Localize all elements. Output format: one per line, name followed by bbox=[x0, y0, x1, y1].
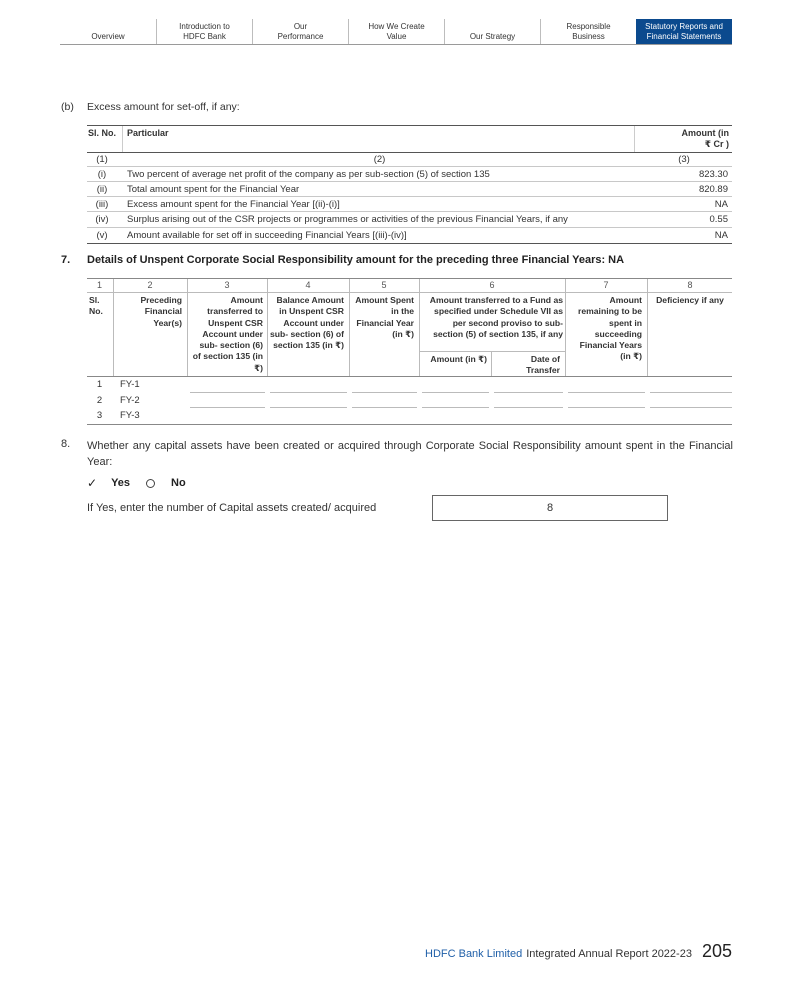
table-b-header-rule bbox=[87, 152, 732, 153]
table-7-fy: FY-1 bbox=[120, 379, 140, 390]
table-7-header-fund-date: Date of Transfer bbox=[526, 354, 560, 376]
nav-tab-statutory-reports[interactable] bbox=[636, 19, 732, 44]
table-b-amount: NA bbox=[714, 199, 728, 210]
nav-tab-label: Introduction to HDFC Bank bbox=[179, 22, 230, 41]
table-7-divider bbox=[187, 279, 188, 376]
table-7-header-fund: Amount transferred to a Fund as specified under Schedule VII as per second proviso to sub- section (5) of section 135, if any bbox=[429, 295, 563, 339]
table-7-sl: 2 bbox=[96, 395, 103, 406]
table-b-header-particular: Particular bbox=[127, 128, 169, 138]
table-b-row-rule bbox=[87, 181, 732, 182]
capital-assets-options bbox=[87, 476, 186, 490]
table-7-divider bbox=[267, 279, 268, 376]
table-b-index-sl: (1) bbox=[96, 154, 108, 165]
table-7-cell-line bbox=[568, 392, 645, 393]
table-b-header-amount: Amount (in ₹ Cr ) bbox=[681, 128, 729, 149]
table-7-header-fund-amount: Amount (in ₹) bbox=[430, 354, 487, 364]
table-7-cell-line bbox=[270, 407, 347, 408]
table-b-sl: (i) bbox=[97, 169, 107, 180]
table-b-divider bbox=[634, 126, 635, 152]
table-7-col-number: 3 bbox=[224, 280, 230, 290]
table-7-header-deficiency: Deficiency if any bbox=[656, 295, 724, 305]
nav-tab-strategy[interactable] bbox=[444, 19, 540, 44]
nav-tab-label: How We Create Value bbox=[368, 22, 425, 41]
page-footer bbox=[425, 941, 732, 962]
table-7-cell-line bbox=[352, 392, 417, 393]
footer-report: Integrated Annual Report 2022-23 bbox=[526, 948, 692, 960]
table-b-amount: NA bbox=[714, 230, 728, 241]
table-7-cell-line bbox=[650, 407, 732, 408]
table-b-bottom-rule bbox=[87, 243, 732, 244]
table-7-col-number: 1 bbox=[96, 280, 102, 290]
table-7-col-number: 2 bbox=[147, 280, 153, 290]
nav-tab-label: Responsible Business bbox=[566, 22, 611, 41]
table-7-cell-line bbox=[422, 407, 489, 408]
table-7-cell-line bbox=[190, 407, 265, 408]
table-7-col-number: 4 bbox=[305, 280, 311, 290]
table-7-divider bbox=[647, 279, 648, 376]
table-7-bottom-rule bbox=[87, 424, 732, 425]
table-7-header-spent: Amount Spent in the Financial Year (in ₹) bbox=[355, 295, 414, 339]
table-7-cell-line bbox=[190, 392, 265, 393]
section-b-marker: (b) bbox=[61, 101, 74, 113]
table-7-cell-line bbox=[422, 392, 489, 393]
check-icon: ✓ bbox=[87, 476, 98, 490]
table-7-header-transferred: Amount transferred to Unspent CSR Account under sub- section (6) of section 135 (in ₹) bbox=[192, 295, 263, 373]
nav-tab-create-value[interactable] bbox=[348, 19, 444, 44]
nav-tab-label: Our Strategy bbox=[469, 32, 516, 41]
table-b-row-rule bbox=[87, 211, 732, 212]
table-b-row-rule bbox=[87, 196, 732, 197]
table-b-top-rule bbox=[87, 125, 732, 126]
table-b-amount: 823.30 bbox=[698, 169, 728, 180]
capital-assets-count-value: 8 bbox=[546, 502, 554, 514]
section-7-title: Details of Unspent Corporate Social Responsibility amount for the preceding three Financial Years: NA bbox=[87, 254, 625, 266]
section-7-number: 7. bbox=[61, 254, 71, 266]
table-b-index-particular: (2) bbox=[373, 154, 386, 165]
table-7-divider bbox=[349, 279, 350, 376]
nav-tab-responsible-business[interactable] bbox=[540, 19, 636, 44]
table-b-particular: Two percent of average net profit of the company as per sub-section (5) of section 135 bbox=[127, 169, 490, 180]
footer-brand: HDFC Bank Limited bbox=[425, 948, 523, 960]
table-b-index-amount: (3) bbox=[678, 154, 690, 165]
table-7-header-preceding-fy: Preceding Financial Year(s) bbox=[140, 295, 182, 328]
table-7-cell-line bbox=[494, 407, 563, 408]
table-7-sl: 3 bbox=[96, 410, 103, 421]
table-7-col-number: 5 bbox=[381, 280, 387, 290]
table-7-cell-line bbox=[270, 392, 347, 393]
table-7-fy: FY-3 bbox=[120, 410, 140, 421]
table-7-cell-line bbox=[650, 392, 732, 393]
capital-assets-count-field[interactable] bbox=[432, 495, 668, 521]
page-number: 205 bbox=[701, 941, 732, 961]
table-7-header-bottom-rule bbox=[87, 376, 732, 377]
table-b-sl: (iii) bbox=[95, 199, 109, 210]
table-7-fy: FY-2 bbox=[120, 395, 140, 406]
capital-assets-prompt: If Yes, enter the number of Capital assets created/ acquired bbox=[87, 502, 377, 514]
table-7-rule bbox=[87, 292, 732, 293]
table-b-divider bbox=[122, 126, 123, 152]
section-8-number: 8. bbox=[61, 438, 71, 450]
table-7-col-number: 8 bbox=[687, 280, 693, 290]
table-b-sl: (ii) bbox=[96, 184, 108, 195]
option-no-label[interactable]: No bbox=[171, 477, 186, 489]
table-7-cell-line bbox=[568, 407, 645, 408]
table-7-divider bbox=[491, 352, 492, 376]
nav-tab-label: Our Performance bbox=[277, 22, 324, 41]
table-b-particular: Excess amount spent for the Financial Year [(ii)-(i)] bbox=[127, 199, 340, 210]
table-b-amount: 0.55 bbox=[709, 214, 728, 225]
table-7-divider bbox=[113, 279, 114, 376]
table-b-row-rule bbox=[87, 227, 732, 228]
table-7-sl: 1 bbox=[96, 379, 103, 390]
table-7-divider bbox=[565, 279, 566, 376]
table-7-cell-line bbox=[494, 392, 563, 393]
table-b-particular: Surplus arising out of the CSR projects or programmes or activities of the previous Financial Years, if any bbox=[127, 214, 568, 225]
table-7-cell-line bbox=[352, 407, 417, 408]
table-b-row-rule bbox=[87, 166, 732, 167]
nav-tab-introduction[interactable] bbox=[156, 19, 252, 44]
radio-empty-icon[interactable] bbox=[146, 479, 155, 488]
table-b-particular: Amount available for set off in succeeding Financial Years [(iii)-(iv)] bbox=[127, 230, 407, 241]
table-7-header-balance: Balance Amount in Unspent CSR Account under sub- section (6) of section 135 (in ₹) bbox=[270, 295, 345, 351]
nav-tab-label: Overview bbox=[91, 32, 125, 41]
section-8-question: Whether any capital assets have been created or acquired through Corporate Social Responsibility amount spent in the Financial Year: bbox=[87, 440, 733, 468]
table-7-col-number: 7 bbox=[603, 280, 609, 290]
table-b-header-sl: Sl. No. bbox=[87, 128, 116, 138]
option-yes-label[interactable]: Yes bbox=[111, 477, 131, 489]
nav-tab-performance[interactable] bbox=[252, 19, 348, 44]
table-b-particular: Total amount spent for the Financial Year bbox=[127, 184, 300, 195]
table-b-amount: 820.89 bbox=[698, 184, 728, 195]
table-7-sub-rule bbox=[420, 351, 565, 352]
nav-tab-label: Statutory Reports and Financial Statements bbox=[645, 22, 723, 41]
table-7-col-number: 6 bbox=[489, 280, 495, 290]
top-navigation bbox=[60, 19, 732, 45]
table-b-sl: (v) bbox=[96, 230, 108, 241]
table-7-header-remaining: Amount remaining to be spent in succeeding Financial Years (in ₹) bbox=[578, 295, 642, 362]
section-b-title: Excess amount for set-off, if any: bbox=[87, 101, 240, 113]
table-7-top-rule bbox=[87, 278, 732, 279]
nav-tab-overview[interactable] bbox=[60, 19, 156, 44]
table-7-divider bbox=[419, 279, 420, 376]
table-7-header-sl: Sl. No. bbox=[89, 295, 103, 317]
table-b-sl: (iv) bbox=[95, 214, 109, 225]
